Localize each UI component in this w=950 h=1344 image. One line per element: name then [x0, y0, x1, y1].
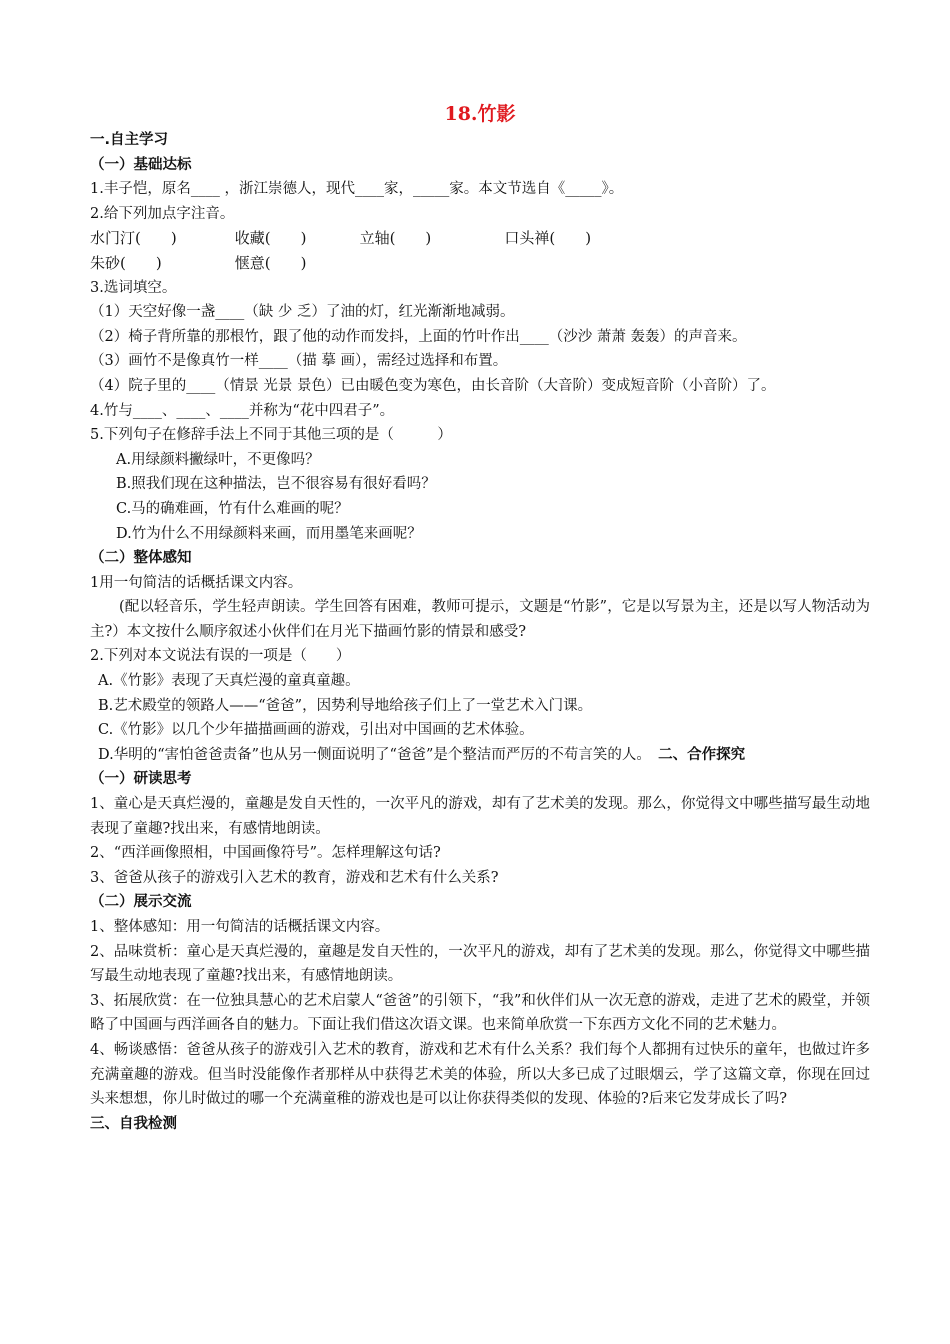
research-2: 2、“西洋画像照相，中国画像符号”。怎样理解这句话?	[90, 845, 441, 862]
question-5: 5.下列句子在修辞手法上不同于其他三项的是（ ）	[90, 427, 452, 444]
exchange-4: 4、畅谈感悟：爸爸从孩子的游戏引入艺术的教育，游戏和艺术有什么关系？我们每个人都拥有过快乐的童年，也做过许多充满童趣的游戏。但当时没能像作者那样从中获得艺术美的体验，所以大多已成了过眼烟云，学了这篇文章，你现在回过头来想想，你儿时做过的哪一个充满童稚的游戏也是可以让你获得类似的发现、体验的?后来它发芽成长了吗?	[90, 1041, 870, 1108]
question-1: 1.丰子恺，原名____ ，浙江崇德人，现代____家，_____家。本文节选自《_____》。	[90, 181, 624, 198]
pinyin-item: 惬意( )	[234, 253, 307, 272]
option: C.《竹影》以几个少年描描画画的游戏，引出对中国画的艺术体验。	[98, 722, 534, 739]
pinyin-row-1	[90, 226, 870, 251]
question-2: 2.给下列加点字注音。	[90, 205, 235, 222]
question-3-4: （4）院子里的____（情景 光景 景色）已由暖色变为寒色，由长音阶（大音阶）变成短音阶（小音阶）了。	[90, 377, 776, 394]
subsection-heading: （一）基础达标	[90, 156, 192, 173]
question-3-1: （1）天空好像一盏____（缺 少 乏）了油的灯，红光渐渐地减弱。	[90, 304, 515, 321]
page-title: 18.竹影	[444, 103, 516, 125]
section-heading: 一.自主学习	[90, 132, 169, 148]
pinyin-item: 收藏( )	[234, 229, 307, 248]
pinyin-item: 水门汀( )	[90, 229, 177, 248]
option: B.艺术殿堂的领路人——“爸爸”，因势利导地给孩子们上了一堂艺术入门课。	[98, 697, 593, 714]
perception-2: 2.下列对本文说法有误的一项是（ ）	[90, 648, 351, 665]
subsection-heading: （二）整体感知	[90, 550, 192, 567]
option: B.照我们现在这种描法，岂不很容易有很好看吗？	[116, 476, 436, 493]
question-3: 3.选词填空。	[90, 279, 177, 296]
exchange-3: 3、拓展欣赏：在一位独具慧心的艺术启蒙人“爸爸”的引领下，“我”和伙伴们从一次无意的游戏，走进了艺术的殿堂，并领略了中国画与西洋画各自的魅力。下面让我们借这次语文课。也来简单欣赏一下东西方文化不同的艺术魅力。	[90, 992, 870, 1034]
question-4: 4.竹与____、____、____并称为“花中四君子”。	[90, 402, 395, 419]
exchange-1: 1、整体感知：用一句简洁的话概括课文内容。	[90, 919, 390, 935]
subsection-heading: （一）研读思考	[90, 771, 192, 788]
question-3-2: （2）椅子背所靠的那根竹，跟了他的动作而发抖，上面的竹叶作出____（沙沙 萧萧 轰轰）的声音来。	[90, 328, 747, 345]
research-1: 1、童心是天真烂漫的，童趣是发自天性的，一次平凡的游戏，却有了艺术美的发现。那么，你觉得文中哪些描写最生动地表现了童趣?找出来，有感情地朗读。	[90, 796, 870, 837]
pinyin-item: 朱砂( )	[90, 253, 162, 272]
exchange-2: 2、品味赏析：童心是天真烂漫的，童趣是发自天性的，一次平凡的游戏，却有了艺术美的发现。那么，你觉得文中哪些描写最生动地表现了童趣?找出来，有感情地朗读。	[90, 943, 870, 985]
pinyin-item: 立轴( )	[359, 229, 432, 248]
perception-1: 1用一句简洁的话概括课文内容。	[90, 574, 303, 591]
section-heading: 二、合作探究	[658, 746, 746, 763]
section-heading: 三、自我检测	[90, 1115, 177, 1132]
worksheet	[90, 100, 870, 1136]
option-d-with-heading	[90, 743, 870, 768]
option: A.《竹影》表现了天真烂漫的童真童趣。	[98, 673, 360, 690]
pinyin-item: 口头禅( )	[504, 229, 592, 248]
option: D.华明的“害怕爸爸责备”也从另一侧面说明了“爸爸”是个整洁而严厉的不苟言笑的人。	[98, 746, 644, 763]
option: A.用绿颜料撇绿叶，不更像吗？	[116, 451, 320, 468]
perception-1-note: (配以轻音乐，学生轻声朗读。学生回答有困难，教师可提示，文题是“竹影”，它是以写景为主，还是以写人物活动为主?）本文按什么顺序叙述小伙伴们在月光下描画竹影的情景和感受?	[90, 599, 870, 640]
question-3-3: （3）画竹不是像真竹一样____（描 摹 画），需经过选择和布置。	[90, 353, 508, 370]
option: C.马的确难画，竹有什么难画的呢？	[116, 500, 349, 517]
subsection-heading: （二）展示交流	[90, 894, 192, 911]
option: D.竹为什么不用绿颜料来画，而用墨笔来画呢？	[116, 525, 422, 542]
pinyin-row-2	[90, 251, 870, 276]
research-3: 3、爸爸从孩子的游戏引入艺术的教育，游戏和艺术有什么关系?	[90, 869, 499, 886]
